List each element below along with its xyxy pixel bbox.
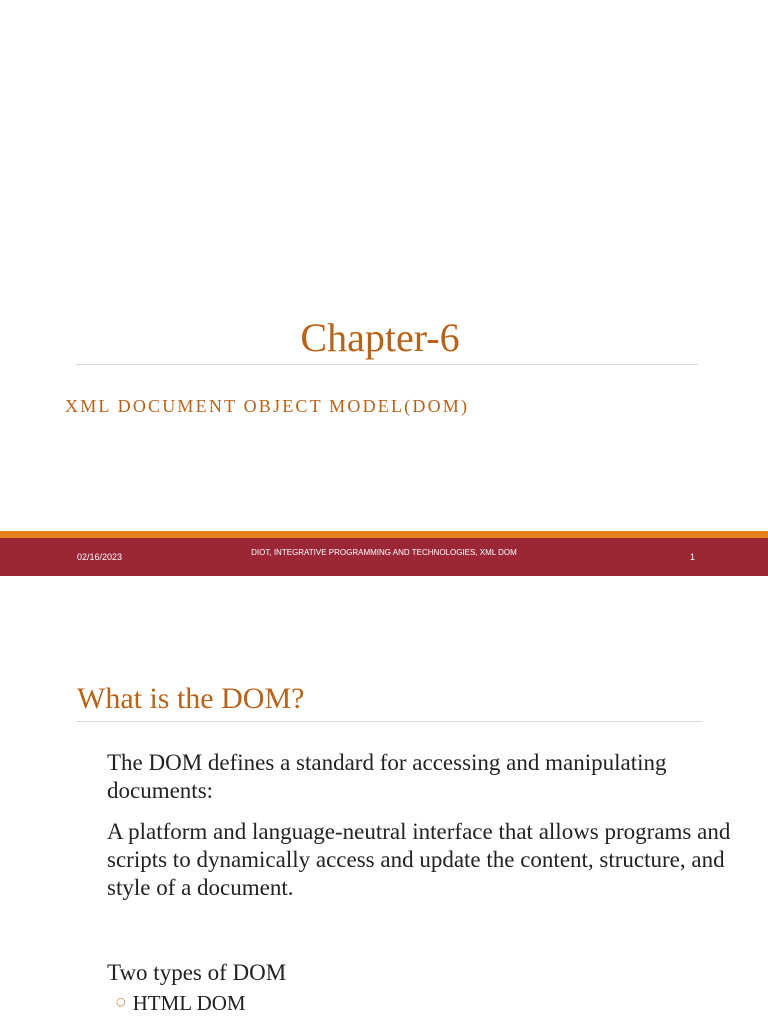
slide-title: What is the DOM? xyxy=(77,682,305,715)
slide-subtitle: XML DOCUMENT OBJECT MODEL(DOM) xyxy=(65,396,470,416)
slide-title: Chapter-6 xyxy=(300,315,460,360)
page-number: 1 xyxy=(690,552,696,562)
slide-2 xyxy=(0,576,768,1024)
circle-bullet-icon: ○ xyxy=(116,995,126,1008)
title-divider xyxy=(76,721,702,722)
list-item xyxy=(116,989,246,1016)
footer-accent-bar xyxy=(0,531,768,538)
paragraph: The DOM defines a standard for accessing and manipulating documents: xyxy=(107,750,667,803)
paragraph: Two types of DOM xyxy=(107,960,287,985)
paragraph: A platform and language-neutral interface that allows programs and scripts to dynamically access and update the content, structure, and style of a document. xyxy=(107,819,731,900)
footer-text: DIOT, INTEGRATIVE PROGRAMMING AND TECHNOLOGIES, XML DOM xyxy=(251,548,517,557)
footer-date: 02/16/2023 xyxy=(77,552,123,562)
list-item-label: HTML DOM xyxy=(132,991,246,1015)
title-divider xyxy=(76,364,698,365)
